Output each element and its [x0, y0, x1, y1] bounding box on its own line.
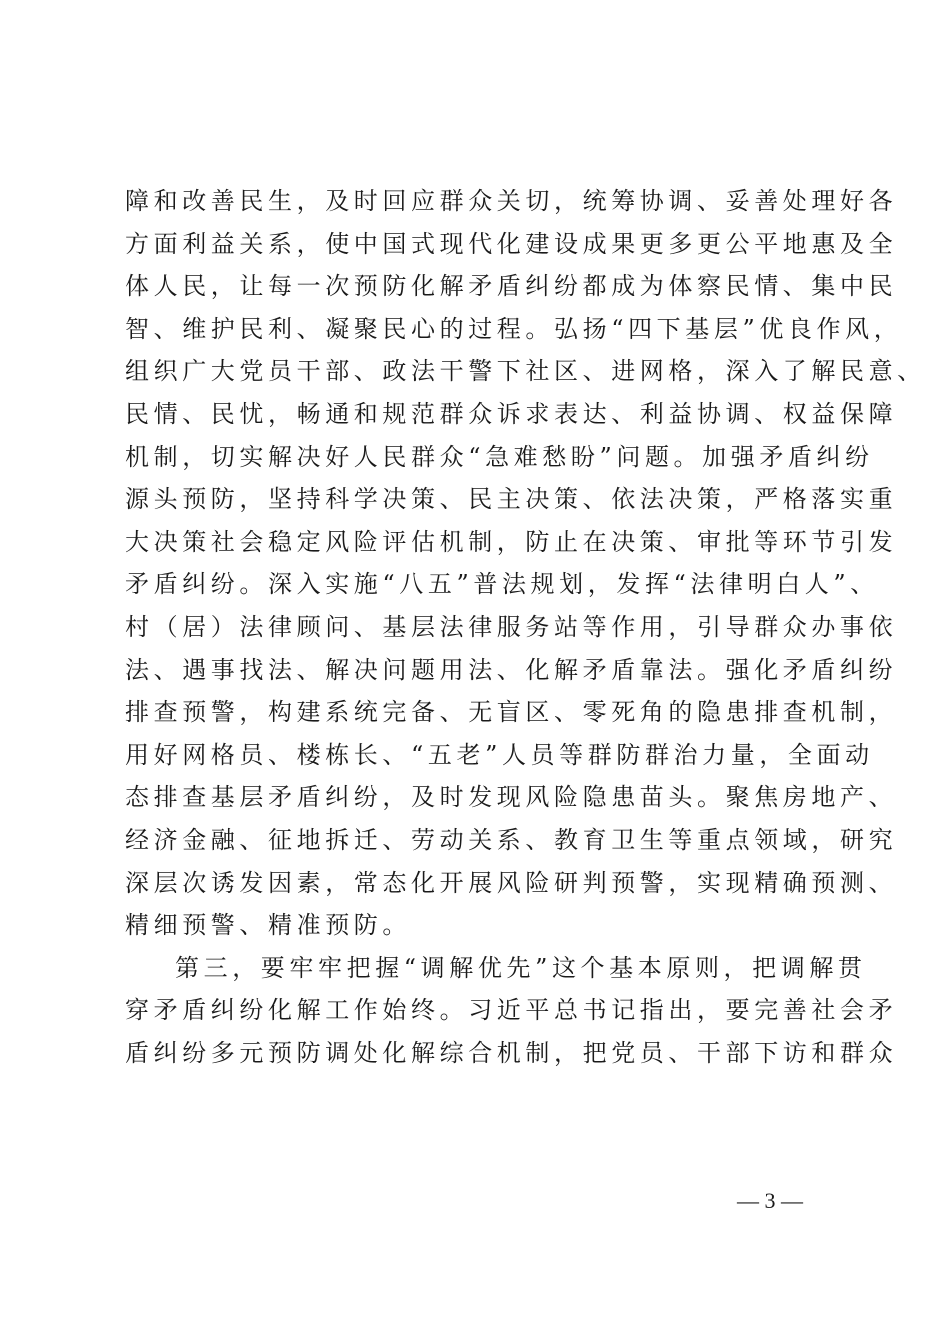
text-line: 组织广大党员干部、政法干警下社区、进网格，深入了解民意、 — [125, 357, 926, 386]
text-line: 排查预警，构建系统完备、无盲区、零死角的隐患排查机制， — [125, 698, 898, 727]
text-line: 障和改善民生，及时回应群众关切，统筹协调、妥善处理好各 — [125, 187, 898, 215]
text-line: 盾纠纷多元预防调处化解综合机制，把党员、干部下访和群众 — [125, 1038, 898, 1067]
text-line: 深层次诱发因素，常态化开展风险研判预警，实现精确预测、 — [125, 868, 898, 897]
text-line: 经济金融、征地拆迁、劳动关系、教育卫生等重点领域，研究 — [125, 825, 898, 854]
text-line: 机制，切实解决好人民群众“急难愁盼”问题。加强矛盾纠纷 — [125, 442, 874, 471]
page-number: — 3 — — [737, 1188, 803, 1213]
text-line: 大决策社会稳定风险评估机制，防止在决策、审批等环节引发 — [125, 527, 898, 556]
text-line: 穿矛盾纠纷化解工作始终。习近平总书记指出，要完善社会矛 — [125, 996, 898, 1025]
text-line: 矛盾纠纷。深入实施“八五”普法规划，发挥“法律明白人”、 — [125, 570, 879, 599]
text-line: 智、维护民利、凝聚民心的过程。弘扬“四下基层”优良作风， — [125, 314, 903, 343]
body-text — [125, 180, 926, 1074]
text-line: 精细预警、精准预防。 — [125, 911, 411, 940]
text-line: 第三，要牢牢把握“调解优先”这个基本原则，把调解贯 — [175, 953, 867, 982]
text-line: 方面利益关系，使中国式现代化建设成果更多更公平地惠及全 — [125, 229, 898, 258]
text-line: 源头预防，坚持科学决策、民主决策、依法决策，严格落实重 — [125, 485, 898, 514]
text-line: 村（居）法律顾问、基层法律服务站等作用，引导群众办事依 — [125, 612, 898, 641]
text-line: 体人民，让每一次预防化解矛盾纠纷都成为体察民情、集中民 — [125, 272, 898, 301]
text-line: 用好网格员、楼栋长、“五老”人员等群防群治力量，全面动 — [125, 740, 874, 769]
text-line: 态排查基层矛盾纠纷，及时发现风险隐患苗头。聚焦房地产、 — [125, 783, 898, 812]
text-line: 法、遇事找法、解决问题用法、化解矛盾靠法。强化矛盾纠纷 — [125, 655, 898, 684]
text-line: 民情、民忧，畅通和规范群众诉求表达、利益协调、权益保障 — [125, 399, 898, 428]
